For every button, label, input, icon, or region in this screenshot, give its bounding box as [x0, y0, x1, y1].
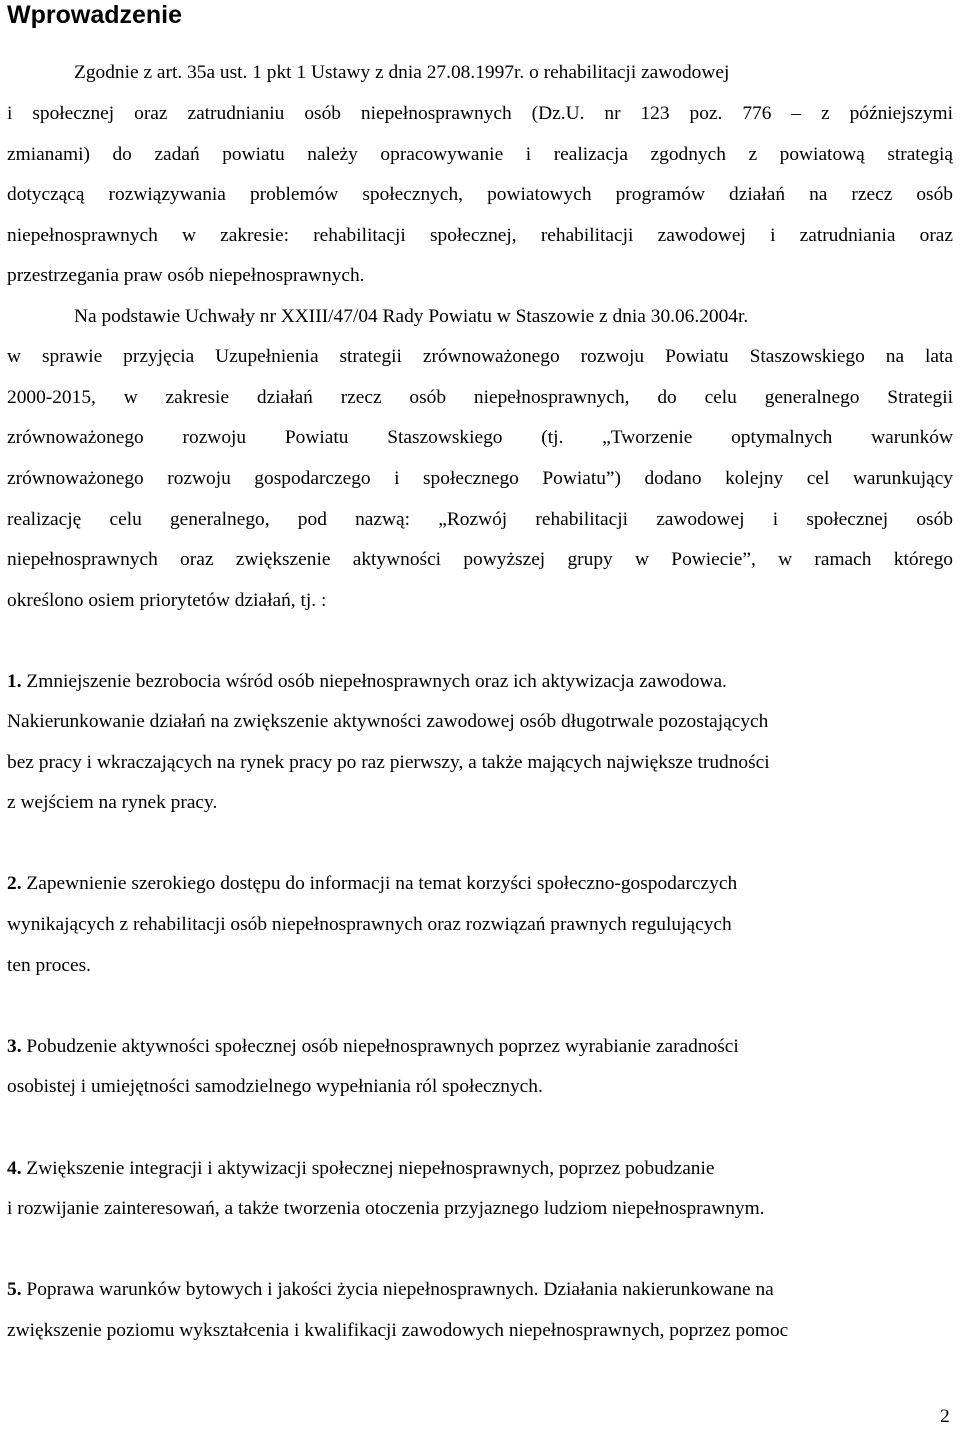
paragraph-line: dotyczącą rozwiązywania problemów społecznych, powiatowych programów działań na rzecz osób [7, 184, 953, 205]
paragraph-line: niepełnosprawnych oraz zwiększenie aktywności powyższej grupy w Powiecie”, w ramach którego [7, 549, 953, 570]
priority-title: Pobudzenie aktywności społecznej osób niepełnosprawnych poprzez wyrabianie zaradności [26, 1036, 739, 1057]
page-number: 2 [940, 1406, 950, 1427]
priority-item-1 [7, 669, 727, 695]
priority-number: 1. [7, 671, 22, 692]
paragraph-line: ten proces. [7, 955, 91, 976]
paragraph-line: zmianami) do zadań powiatu należy opracowywanie i realizacja zgodnych z powiatową strategią [7, 144, 953, 165]
priority-number: 4. [7, 1158, 22, 1179]
paragraph-line: zrównoważonego rozwoju gospodarczego i społecznego Powiatu”) dodano kolejny cel warunkujący [7, 468, 953, 489]
paragraph-line: Zgodnie z art. 35a ust. 1 pkt 1 Ustawy z dnia 27.08.1997r. o rehabilitacji zawodowej [74, 62, 730, 83]
paragraph-line: realizację celu generalnego, pod nazwą: „Rozwój rehabilitacji zawodowej i społecznej osób [7, 509, 953, 530]
paragraph-line: i społecznej oraz zatrudnianiu osób niepełnosprawnych (Dz.U. nr 123 poz. 776 – z późniejszymi [7, 103, 953, 124]
paragraph-line: zrównoważonego rozwoju Powiatu Staszowskiego (tj. „Tworzenie optymalnych warunków [7, 427, 953, 448]
paragraph-line: i rozwijanie zainteresowań, a także tworzenia otoczenia przyjaznego ludziom niepełnosprawnym. [7, 1198, 765, 1219]
paragraph-line: z wejściem na rynek pracy. [7, 792, 218, 813]
paragraph-line: niepełnosprawnych w zakresie: rehabilitacji społecznej, rehabilitacji zawodowej i zatrudniania oraz [7, 225, 953, 246]
paragraph-line: bez pracy i wkraczających na rynek pracy po raz pierwszy, a także mających największe trudności [7, 752, 770, 773]
priority-number: 2. [7, 873, 22, 894]
paragraph-line: zwiększenie poziomu wykształcenia i kwalifikacji zawodowych niepełnosprawnych, poprzez pomoc [7, 1320, 789, 1341]
paragraph-line: wynikających z rehabilitacji osób niepełnosprawnych oraz rozwiązań prawnych regulujących [7, 914, 732, 935]
paragraph-line: w sprawie przyjęcia Uzupełnienia strategii zrównoważonego rozwoju Powiatu Staszowskiego na lata [7, 346, 953, 367]
priority-title: Zapewnienie szerokiego dostępu do informacji na temat korzyści społeczno-gospodarczych [26, 873, 738, 894]
priority-number: 5. [7, 1279, 22, 1300]
paragraph-line: Na podstawie Uchwały nr XXIII/47/04 Rady Powiatu w Staszowie z dnia 30.06.2004r. [74, 306, 749, 327]
priority-item-2 [7, 871, 737, 897]
priority-title: Zwiększenie integracji i aktywizacji społecznej niepełnosprawnych, poprzez pobudzanie [26, 1158, 715, 1179]
priority-number: 3. [7, 1036, 22, 1057]
paragraph-line: osobistej i umiejętności samodzielnego wypełniania ról społecznych. [7, 1076, 543, 1097]
paragraph-line: określono osiem priorytetów działań, tj. : [7, 590, 327, 611]
priority-item-4 [7, 1156, 715, 1182]
priority-item-3 [7, 1034, 739, 1060]
section-heading: Wprowadzenie [7, 1, 183, 29]
paragraph-line: 2000-2015, w zakresie działań rzecz osób niepełnosprawnych, do celu generalnego Strategii [7, 387, 953, 408]
priority-title: Poprawa warunków bytowych i jakości życia niepełnosprawnych. Działania nakierunkowane na [26, 1279, 774, 1300]
paragraph-line: przestrzegania praw osób niepełnosprawnych. [7, 265, 365, 286]
priority-title: Zmniejszenie bezrobocia wśród osób niepełnosprawnych oraz ich aktywizacja zawodowa. [26, 671, 727, 692]
priority-item-5 [7, 1277, 774, 1303]
paragraph-line: Nakierunkowanie działań na zwiększenie aktywności zawodowej osób długotrwale pozostających [7, 711, 769, 732]
